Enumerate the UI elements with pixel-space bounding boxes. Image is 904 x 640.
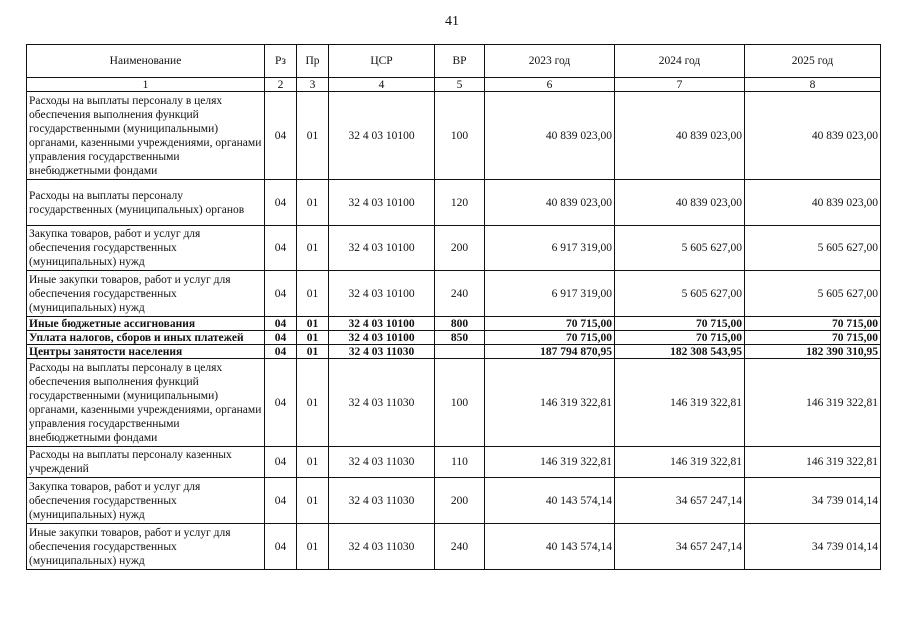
row-vr: 110	[435, 447, 485, 478]
header-2024: 2024 год	[615, 45, 745, 78]
row-rz: 04	[265, 226, 297, 271]
column-number: 2	[265, 78, 297, 92]
row-rz: 04	[265, 524, 297, 570]
row-2024: 34 657 247,14	[615, 478, 745, 524]
row-pr: 01	[297, 226, 329, 271]
row-vr: 240	[435, 524, 485, 570]
row-pr: 01	[297, 331, 329, 345]
row-vr: 100	[435, 92, 485, 180]
column-number: 8	[745, 78, 881, 92]
header-pr: Пр	[297, 45, 329, 78]
row-pr: 01	[297, 478, 329, 524]
row-pr: 01	[297, 180, 329, 226]
row-csr: 32 4 03 10100	[329, 92, 435, 180]
row-pr: 01	[297, 524, 329, 570]
header-name: Наименование	[27, 45, 265, 78]
row-csr: 32 4 03 10100	[329, 331, 435, 345]
row-2024: 40 839 023,00	[615, 92, 745, 180]
row-2023: 187 794 870,95	[485, 345, 615, 359]
row-pr: 01	[297, 447, 329, 478]
header-csr: ЦСР	[329, 45, 435, 78]
table-row	[27, 271, 881, 317]
row-pr: 01	[297, 92, 329, 180]
row-rz: 04	[265, 447, 297, 478]
row-2025: 70 715,00	[745, 331, 881, 345]
row-2023: 6 917 319,00	[485, 271, 615, 317]
row-rz: 04	[265, 359, 297, 447]
page-number: 41	[445, 14, 459, 29]
row-name: Закупка товаров, работ и услуг для обеспечения государственных (муниципальных) нужд	[27, 226, 265, 271]
row-csr: 32 4 03 10100	[329, 180, 435, 226]
row-rz: 04	[265, 271, 297, 317]
table-row	[27, 359, 881, 447]
header-2025: 2025 год	[745, 45, 881, 78]
row-rz: 04	[265, 317, 297, 331]
row-csr: 32 4 03 11030	[329, 345, 435, 359]
row-name: Расходы на выплаты персоналу государственных (муниципальных) органов	[27, 180, 265, 226]
row-2023: 70 715,00	[485, 317, 615, 331]
row-name: Центры занятости населения	[27, 345, 265, 359]
row-2024: 40 839 023,00	[615, 180, 745, 226]
row-2024: 182 308 543,95	[615, 345, 745, 359]
row-rz: 04	[265, 180, 297, 226]
row-2025: 146 319 322,81	[745, 359, 881, 447]
row-csr: 32 4 03 10100	[329, 271, 435, 317]
row-name: Уплата налогов, сборов и иных платежей	[27, 331, 265, 345]
header-2023: 2023 год	[485, 45, 615, 78]
table-row	[27, 180, 881, 226]
row-2024: 5 605 627,00	[615, 226, 745, 271]
row-2025: 5 605 627,00	[745, 226, 881, 271]
row-vr: 850	[435, 331, 485, 345]
row-2025: 34 739 014,14	[745, 478, 881, 524]
row-rz: 04	[265, 478, 297, 524]
row-vr: 120	[435, 180, 485, 226]
row-2023: 6 917 319,00	[485, 226, 615, 271]
row-2024: 70 715,00	[615, 317, 745, 331]
row-pr: 01	[297, 359, 329, 447]
row-2023: 40 143 574,14	[485, 524, 615, 570]
table-row	[27, 478, 881, 524]
table-row	[27, 331, 881, 345]
column-number: 1	[27, 78, 265, 92]
column-number: 3	[297, 78, 329, 92]
table-row	[27, 447, 881, 478]
row-2024: 34 657 247,14	[615, 524, 745, 570]
header-row	[27, 45, 881, 78]
row-vr: 240	[435, 271, 485, 317]
row-2023: 40 143 574,14	[485, 478, 615, 524]
row-vr: 800	[435, 317, 485, 331]
row-2023: 70 715,00	[485, 331, 615, 345]
table-row	[27, 92, 881, 180]
row-name: Иные закупки товаров, работ и услуг для обеспечения государственных (муниципальных) нужд	[27, 524, 265, 570]
row-2025: 34 739 014,14	[745, 524, 881, 570]
budget-table	[26, 44, 881, 570]
row-2025: 40 839 023,00	[745, 92, 881, 180]
row-2023: 146 319 322,81	[485, 447, 615, 478]
row-csr: 32 4 03 11030	[329, 524, 435, 570]
row-pr: 01	[297, 345, 329, 359]
row-csr: 32 4 03 10100	[329, 226, 435, 271]
table-row	[27, 317, 881, 331]
row-name: Закупка товаров, работ и услуг для обеспечения государственных (муниципальных) нужд	[27, 478, 265, 524]
row-2025: 40 839 023,00	[745, 180, 881, 226]
row-csr: 32 4 03 11030	[329, 478, 435, 524]
table-row	[27, 524, 881, 570]
row-2023: 40 839 023,00	[485, 92, 615, 180]
row-2025: 146 319 322,81	[745, 447, 881, 478]
row-2023: 146 319 322,81	[485, 359, 615, 447]
column-number: 6	[485, 78, 615, 92]
row-2024: 5 605 627,00	[615, 271, 745, 317]
row-rz: 04	[265, 345, 297, 359]
row-2024: 146 319 322,81	[615, 359, 745, 447]
row-vr: 100	[435, 359, 485, 447]
row-2025: 5 605 627,00	[745, 271, 881, 317]
table-row	[27, 226, 881, 271]
row-2025: 70 715,00	[745, 317, 881, 331]
row-csr: 32 4 03 11030	[329, 359, 435, 447]
row-2025: 182 390 310,95	[745, 345, 881, 359]
row-pr: 01	[297, 271, 329, 317]
row-name: Расходы на выплаты персоналу в целях обеспечения выполнения функций государственными (муниципальными) органами, казенными учреждениями, органами управления государственными внебюджетными фондами	[27, 359, 265, 447]
row-rz: 04	[265, 331, 297, 345]
header-vr: ВР	[435, 45, 485, 78]
column-number: 5	[435, 78, 485, 92]
column-number: 7	[615, 78, 745, 92]
row-csr: 32 4 03 10100	[329, 317, 435, 331]
row-name: Расходы на выплаты персоналу казенных учреждений	[27, 447, 265, 478]
column-number: 4	[329, 78, 435, 92]
column-number-row	[27, 78, 881, 92]
row-name: Иные бюджетные ассигнования	[27, 317, 265, 331]
table-row	[27, 345, 881, 359]
row-vr	[435, 345, 485, 359]
row-rz: 04	[265, 92, 297, 180]
row-name: Иные закупки товаров, работ и услуг для обеспечения государственных (муниципальных) нужд	[27, 271, 265, 317]
row-csr: 32 4 03 11030	[329, 447, 435, 478]
row-2023: 40 839 023,00	[485, 180, 615, 226]
row-vr: 200	[435, 226, 485, 271]
row-2024: 146 319 322,81	[615, 447, 745, 478]
row-pr: 01	[297, 317, 329, 331]
row-name: Расходы на выплаты персоналу в целях обеспечения выполнения функций государственными (муниципальными) органами, казенными учреждениями, органами управления государственными внебюджетными фондами	[27, 92, 265, 180]
row-vr: 200	[435, 478, 485, 524]
header-rz: Рз	[265, 45, 297, 78]
row-2024: 70 715,00	[615, 331, 745, 345]
